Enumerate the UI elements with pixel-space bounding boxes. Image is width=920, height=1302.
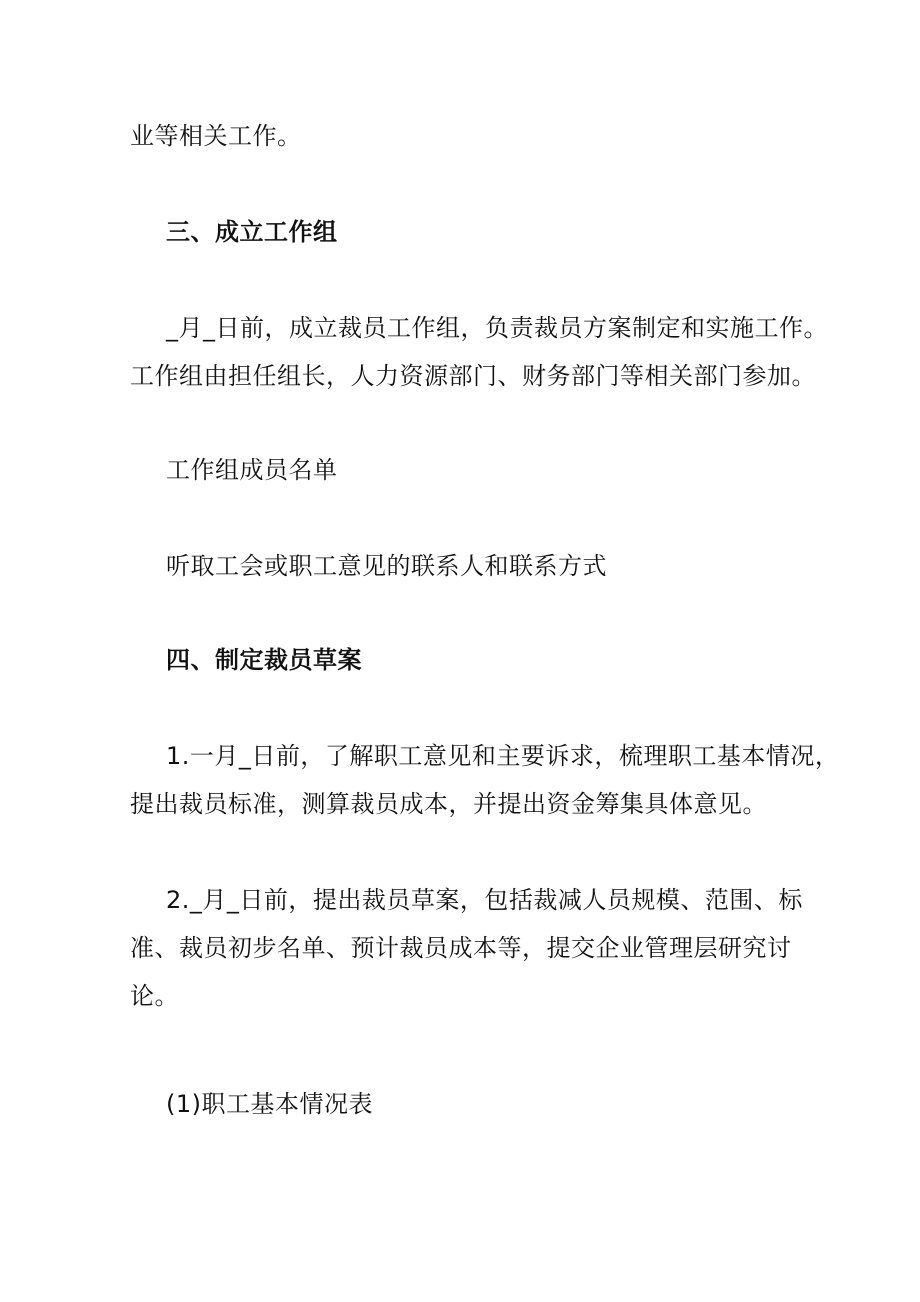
item-2-line-1: 2._月_日前，提出裁员草案，包括裁减人员规模、范围、标 [166, 886, 803, 914]
item-2-line-2: 准、裁员初步名单、预计裁员成本等，提交企业管理层研究讨 [130, 934, 792, 962]
section-3-heading: 三、成立工作组 [166, 218, 338, 246]
item-2-line-3: 论。 [130, 982, 179, 1010]
item-1-line-2: 提出裁员标准，测算裁员成本，并提出资金筹集具体意见。 [130, 790, 767, 818]
continued-text-line: 业等相关工作。 [130, 122, 302, 150]
table-caption: (1)职工基本情况表 [166, 1090, 373, 1118]
section-4-heading: 四、制定裁员草案 [166, 646, 362, 674]
section-3-paragraph-line-2: 工作组由担任组长，人力资源部门、财务部门等相关部门参加。 [130, 362, 816, 390]
section-3-paragraph-line-1: _月_日前，成立裁员工作组，负责裁员方案制定和实施工作。 [166, 314, 828, 342]
contact-line: 听取工会或职工意见的联系人和联系方式 [166, 552, 607, 580]
member-list-label: 工作组成员名单 [166, 456, 338, 484]
item-1-line-1: 1.一月_日前，了解职工意见和主要诉求，梳理职工基本情况， [166, 742, 840, 770]
